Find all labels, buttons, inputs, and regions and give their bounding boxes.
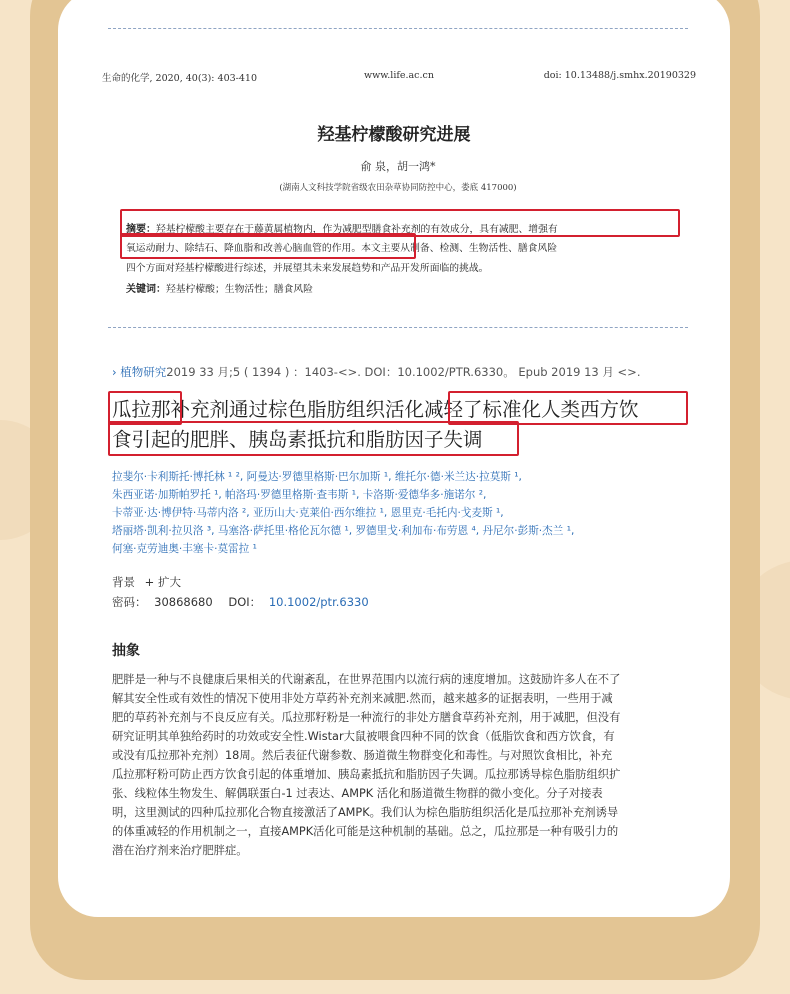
paper-affiliation: (湖南人文科技学院省级农田杂草协同防控中心，娄底 417000) bbox=[279, 183, 517, 193]
paper-authors: 俞 泉，胡一鸿* bbox=[360, 160, 436, 173]
doi-label: DOI： bbox=[228, 595, 262, 609]
author-link-line[interactable]: 何塞·克劳迪奥·丰塞卡·莫雷拉 ¹ bbox=[112, 543, 257, 555]
abstract-label: 摘要： bbox=[126, 224, 156, 235]
abstract-text-line: 或没有瓜拉那补充剂）18周。然后表征代谢参数、肠道微生物群变化和毒性。与对照饮食相比，补充 bbox=[112, 749, 613, 762]
background-expand bbox=[112, 574, 181, 590]
abstract-text-line: 肥胖是一种与不良健康后果相关的代谢紊乱，在世界范围内以流行病的速度增加。这鼓励许多人在不了 bbox=[112, 673, 621, 686]
journal-info: 生命的化学, 2020, 40(3): 403-410 bbox=[102, 73, 257, 84]
journal-site: www.life.ac.cn bbox=[364, 70, 434, 81]
chevron-right-icon: › bbox=[112, 365, 117, 379]
highlight-box bbox=[448, 391, 688, 425]
pmid-value: 30868680 bbox=[154, 595, 213, 609]
keywords-label: 关键词： bbox=[126, 284, 166, 295]
citation-line: › 植物研究2019 33 月;5 ( 1394 ) ：1403-<>. DOI：10.1002/PTR.6330。 Epub 2019 13 月 <>. bbox=[112, 365, 641, 379]
background-label: 背景 bbox=[112, 575, 135, 589]
abstract-text-line: 明，这里测试的四种瓜拉那化合物直接激活了AMPK。我们认为棕色脂肪组织活化是瓜拉那补充剂诱导 bbox=[112, 806, 619, 819]
abstract-text-line: 肥的草药补充剂与不良反应有关。瓜拉那籽粉是一种流行的非处方膳食草药补充剂，用于减肥，但没有 bbox=[112, 711, 621, 724]
doi-link[interactable]: 10.1002/ptr.6330 bbox=[268, 595, 369, 609]
highlight-box bbox=[108, 391, 182, 425]
abstract-text-line: 张、线粒体生物发生、解偶联蛋白-1 过表达、AMPK 活化和肠道微生物群的微小变化。分子对接表 bbox=[112, 787, 603, 800]
author-link-line[interactable]: 塔丽塔·凯利·拉贝洛 ³, 马塞洛·萨托里·格伦瓦尔德 ¹, 罗德里戈·利加布·布劳恩 ⁴, 丹尼尔·彭斯·杰兰 ¹, bbox=[112, 525, 575, 537]
abstract-heading: 抽象 bbox=[112, 643, 140, 659]
article-title: 瓜拉那补充剂通过棕色脂肪组织活化减轻了标准化人类西方饮 bbox=[112, 398, 639, 421]
identifiers-line bbox=[112, 594, 369, 610]
highlight-box bbox=[108, 421, 519, 456]
author-link-line[interactable]: 拉斐尔·卡利斯托·博托林 ¹ ², 阿曼达·罗德里格斯·巴尔加斯 ¹, 维托尔·德·米兰达·拉莫斯 ¹, bbox=[112, 471, 522, 483]
abstract-line: 四个方面对羟基柠檬酸进行综述，并展望其未来发展趋势和产品开发所面临的挑战。 bbox=[126, 263, 489, 274]
journal-link[interactable]: 植物研究 bbox=[120, 365, 167, 379]
highlight-box bbox=[120, 233, 416, 259]
article-title-line2: 食引起的肥胖、胰岛素抵抗和脂肪因子失调 bbox=[112, 428, 483, 451]
author-link-line[interactable]: 卡蒂亚·达·博伊特·马蒂内洛 ², 亚历山大·克莱伯·西尔维拉 ¹, 恩里克·毛托内·戈麦斯 ¹, bbox=[112, 507, 504, 519]
abstract-text-line: 潜在治疗剂来治疗肥胖症。 bbox=[112, 844, 248, 857]
paper-doi: doi: 10.13488/j.smhx.20190329 bbox=[543, 70, 696, 81]
abstract-text-line: 解其安全性或有效性的情况下使用非处方草药补充剂来减肥.然而，越来越多的证据表明，一些用于减 bbox=[112, 692, 613, 705]
abstract-text-line: 的体重减轻的作用机制之一，直接AMPK活化可能是这种机制的基础。总之，瓜拉那是一种有吸引力的 bbox=[112, 825, 619, 838]
content-card bbox=[58, 0, 730, 917]
abstract-text-line: 研究证明其单独给药时的功效或安全性.Wistar大鼠被喂食四种不同的饮食（低脂饮食和西方饮食，有 bbox=[112, 730, 615, 743]
paper-title: 羟基柠檬酸研究进展 bbox=[317, 125, 471, 145]
abstract-line: 氧运动耐力、除结石、降血脂和改善心脑血管的作用。本文主要从制备、检测、生物活性、膳食风险 bbox=[126, 243, 558, 254]
abstract-line: 摘要：羟基柠檬酸主要存在于藤黄属植物内，作为减肥型膳食补充剂的有效成分，具有减肥、增强有 bbox=[126, 224, 558, 235]
abstract-text-line: 瓜拉那籽粉可防止西方饮食引起的体重增加、胰岛素抵抗和脂肪因子失调。瓜拉那诱导棕色脂肪组织扩 bbox=[112, 768, 621, 781]
pmid-label: 密码： bbox=[112, 595, 147, 609]
keywords-line: 关键词：羟基柠檬酸；生物活性；膳食风险 bbox=[126, 284, 313, 295]
author-link-line[interactable]: 朱西亚诺·加斯帕罗托 ¹, 帕洛玛·罗德里格斯·查韦斯 ¹, 卡洛斯·爱德华多·施诺尔 ², bbox=[112, 489, 487, 501]
dashed-divider bbox=[108, 28, 688, 29]
dashed-divider bbox=[108, 327, 688, 328]
expand-button[interactable]: + 扩大 bbox=[144, 575, 181, 589]
